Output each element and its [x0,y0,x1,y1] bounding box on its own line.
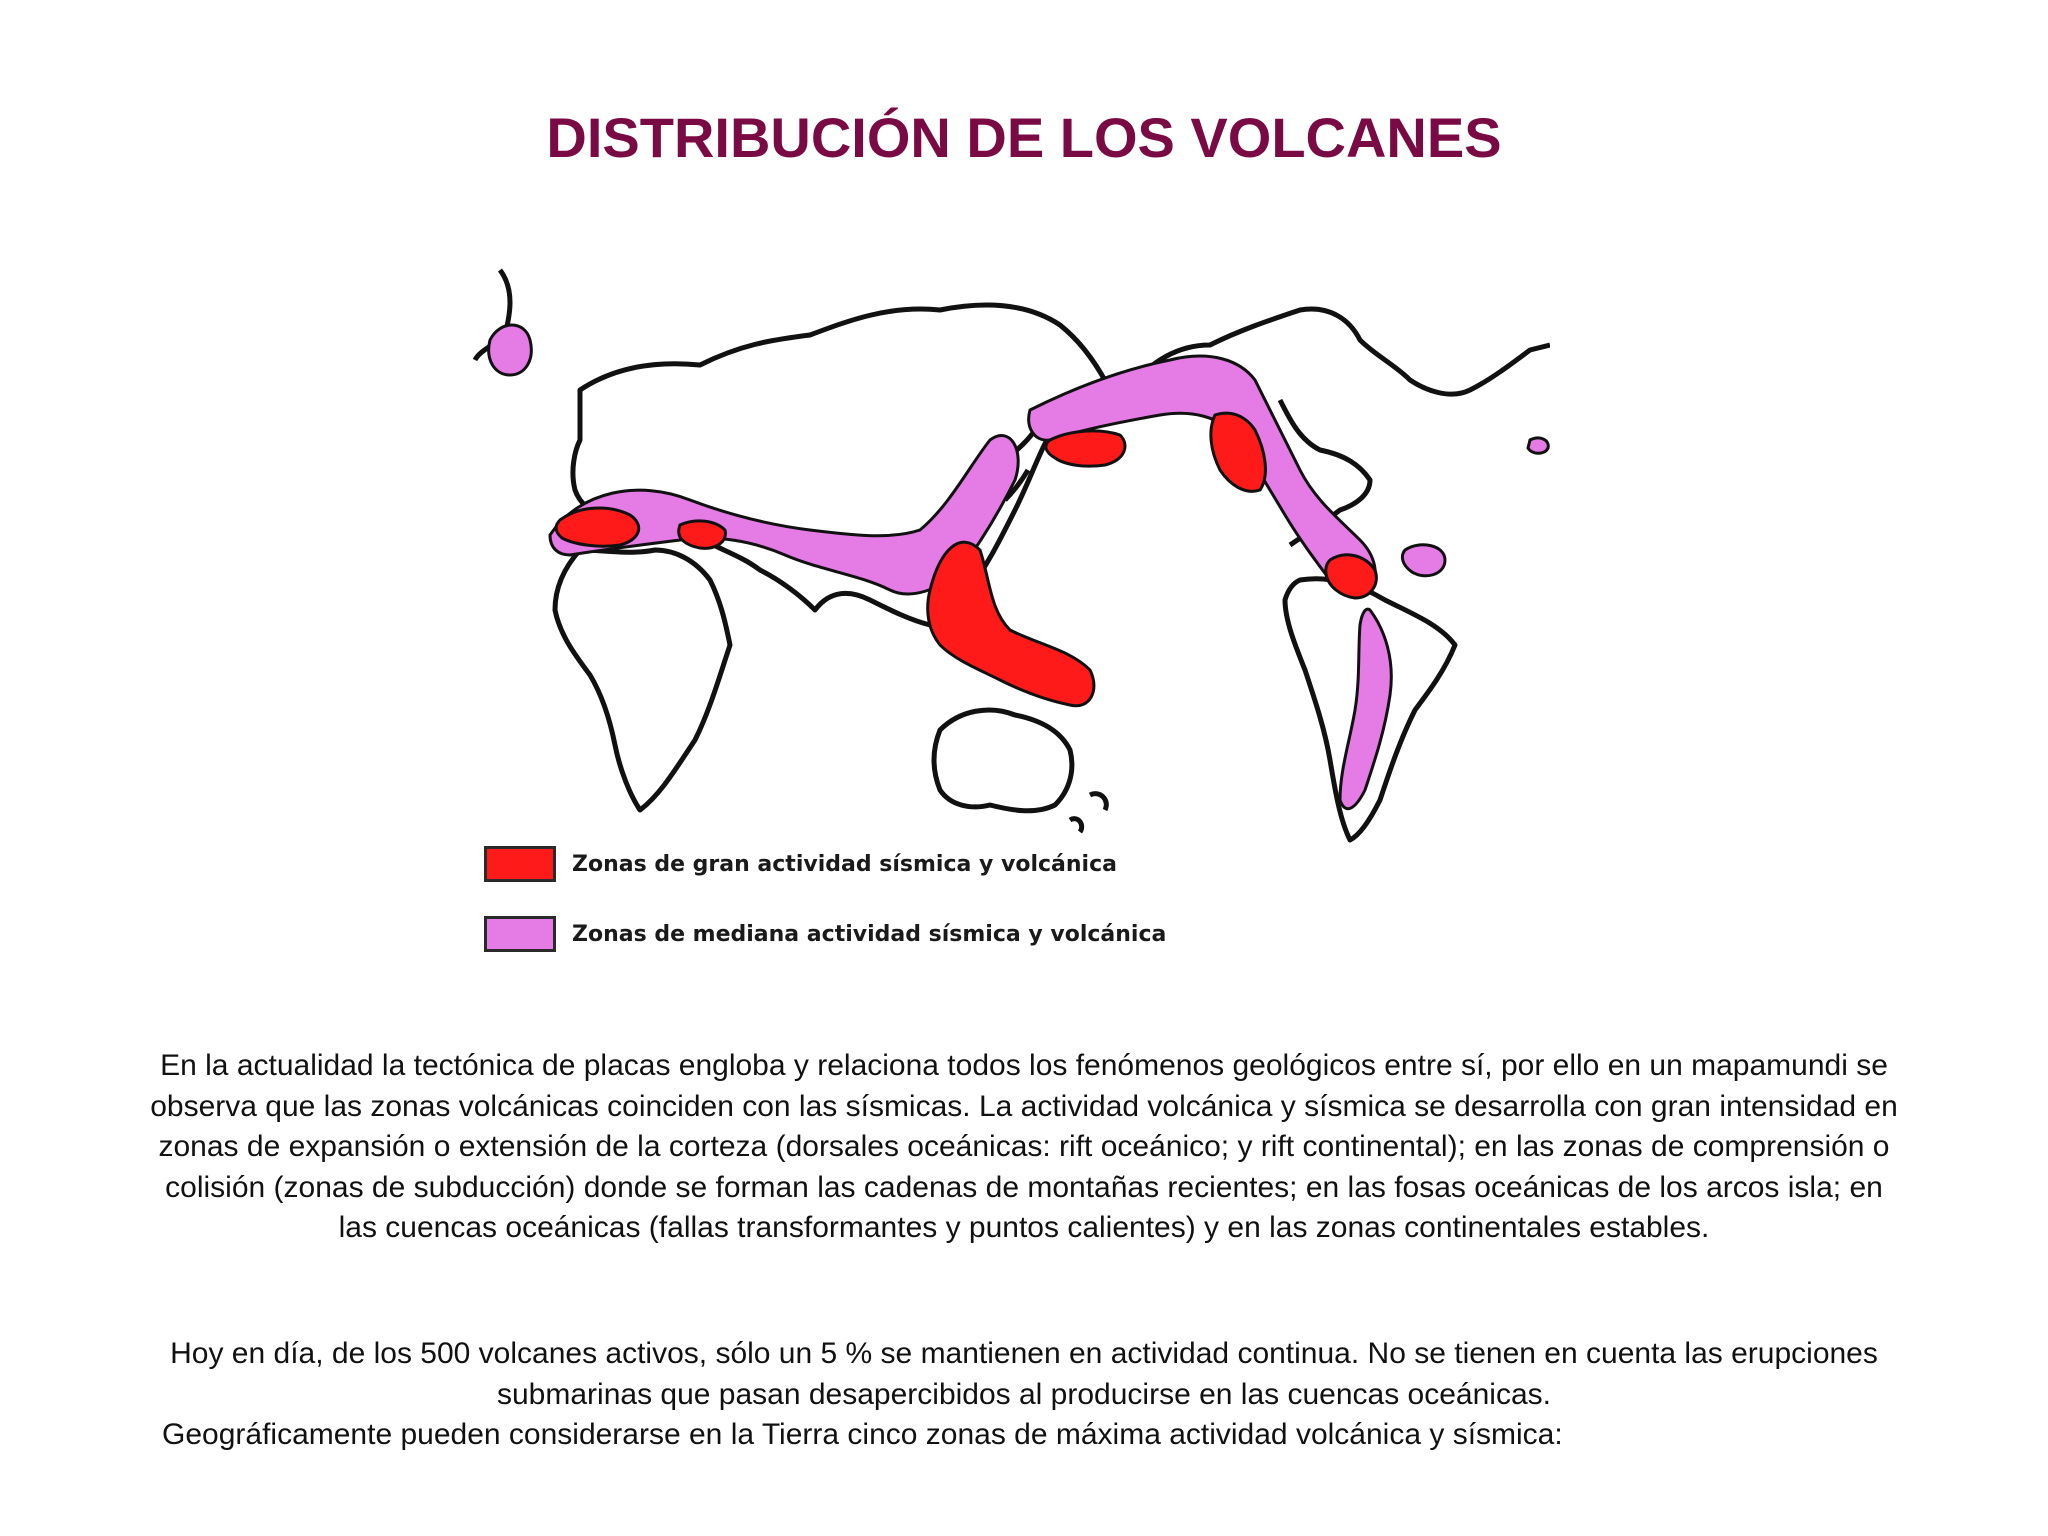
paragraph-five-zones: Geográficamente pueden considerarse en la Tierra cinco zonas de máxima actividad volcánica y sísmica: [162,1418,1563,1451]
page-title: DISTRIBUCIÓN DE LOS VOLCANES [546,106,1502,169]
australia-outline [934,710,1072,811]
world-volcano-map [470,250,1550,850]
new-zealand-outline [1070,794,1106,832]
legend-item-high [484,842,1244,886]
andes-belt [1340,609,1391,809]
pacific-north-belt [1029,356,1376,592]
anatolia-zone [679,521,726,548]
continents-outline [475,270,1550,840]
caribbean-zone [1402,545,1445,576]
medium-activity-zones [489,325,1549,809]
africa-outline [555,550,730,810]
legend-label-high: Zonas de gran actividad sísmica y volcánica [572,851,1117,877]
map-legend [484,842,1244,982]
legend-label-medium: Zonas de mediana actividad sísmica y volcánica [572,921,1167,947]
high-activity-zones [556,413,1376,706]
indonesia-zone [928,542,1094,706]
central-america-zone [1326,555,1377,598]
azores-zone [1528,438,1548,453]
eurasia-outline [573,305,1110,625]
legend-swatch-high [484,846,556,882]
paragraph-active-volcanoes: Hoy en día, de los 500 volcanes activos, sólo un 5 % se mantienen en actividad continua. No se tienen en cuenta las erupciones submarinas que pasan desapercibidos al producirse en las cuencas oceánicas. [170,1337,1878,1411]
iceland-zone [489,325,532,375]
mediterranean-zone [556,508,639,546]
paragraph-plate-tectonics: En la actualidad la tectónica de placas engloba y relaciona todos los fenómenos geológicos entre sí, por ello en un mapamundi se observa que las zonas volcánicas coinciden con las sísmicas. La actividad volcánica y sísmica se desarrolla con gran intensidad en zonas de expansión o extensión de la corteza (dorsales oceánicas: rift oceánico; y rift continental); en las zonas de comprensión o colisión (zonas de subducción) donde se forman las cadenas de montañas recientes; en las fosas oceánicas de los arcos isla; en las cuencas oceánicas (fallas transformantes y puntos calientes) y en las zonas continentales estables. [150,1049,1898,1244]
legend-item-medium [484,912,1244,956]
legend-swatch-medium [484,916,556,952]
japan-kamchatka-zone [1046,431,1125,466]
north-america-outline [1130,309,1550,545]
